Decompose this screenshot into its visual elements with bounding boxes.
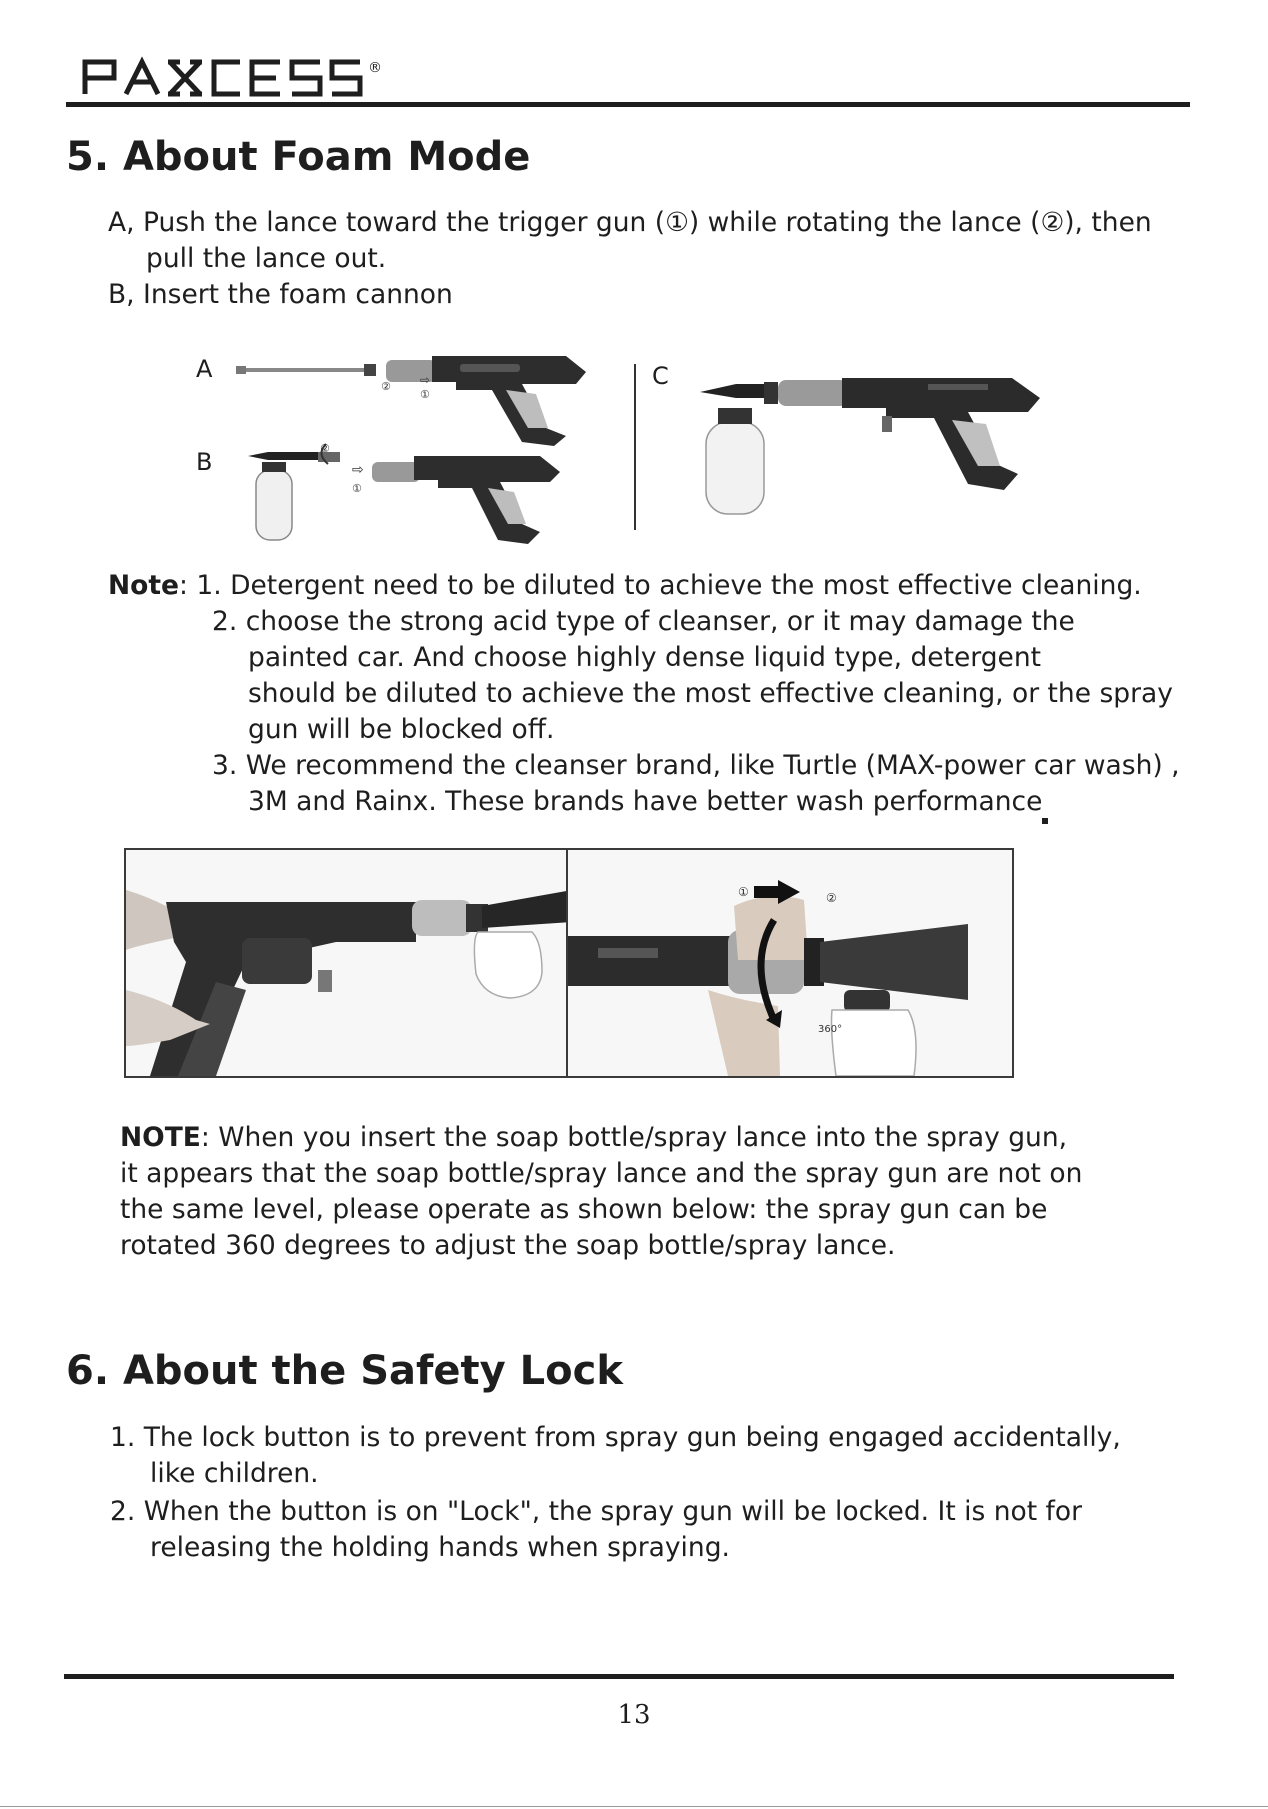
figure-b-foam-cannon-insert [248, 442, 560, 544]
note-line-6: 3. We recommend the cleanser brand, like Turtle (MAX-power car wash) , [212, 750, 1180, 781]
note-label: Note [108, 570, 180, 601]
marker-arrow: ⇨ [420, 373, 431, 387]
marker-two: ② [320, 442, 330, 455]
rotation-label: 360° [818, 1024, 843, 1035]
header-rule [66, 102, 1190, 107]
page-edge-line [0, 1806, 1268, 1807]
period-mark [1042, 818, 1048, 824]
figure-c-assembled-foam-gun [696, 374, 1066, 516]
note-line-3: painted car. And choose highly dense liquid type, detergent [248, 642, 1042, 673]
photo-marker-one: ① [738, 885, 749, 899]
figure-divider [634, 364, 636, 530]
section6-line-4: releasing the holding hands when spraying. [150, 1532, 730, 1563]
figure-label-a: A [196, 355, 213, 383]
footer-rule [64, 1674, 1174, 1679]
step-a-line2: pull the lance out. [146, 243, 387, 274]
step-a-line1: A, Push the lance toward the trigger gun (①) while rotating the lance (②), then [108, 207, 1152, 238]
note2-line-1-text: : When you insert the soap bottle/spray lance into the spray gun, [200, 1122, 1068, 1153]
note-line-4: should be diluted to achieve the most effective cleaning, or the spray [248, 678, 1173, 709]
paxcess-logo [80, 52, 410, 100]
section6-title: 6. About the Safety Lock [66, 1348, 623, 1394]
note2-label: NOTE [120, 1122, 201, 1153]
marker-one: ① [420, 388, 430, 401]
section6-line-3: 2. When the button is on "Lock", the spray gun will be locked. It is not for [110, 1496, 1082, 1527]
figure-a-lance-removal [236, 346, 596, 446]
photo-gun-with-foam-bottle [124, 848, 572, 1078]
page-number: 13 [617, 1700, 651, 1730]
note-line-1 [108, 568, 1142, 604]
section6-line-1: 1. The lock button is to prevent from spray gun being engaged accidentally, [110, 1422, 1121, 1453]
note2-line-3: the same level, please operate as shown below: the spray gun can be [120, 1194, 1048, 1225]
registered-mark: ® [368, 60, 382, 76]
section6-line-2: like children. [150, 1458, 319, 1489]
figure-label-b: B [196, 448, 213, 476]
note-line-7: 3M and Rainx. These brands have better wash performance [248, 786, 1043, 817]
note2-line-2: it appears that the soap bottle/spray lance and the spray gun are not on [120, 1158, 1083, 1189]
note-line-5: gun will be blocked off. [248, 714, 555, 745]
figure-label-c: C [652, 362, 669, 390]
note2-line-4: rotated 360 degrees to adjust the soap bottle/spray lance. [120, 1230, 896, 1261]
note-line-1-text: : 1. Detergent need to be diluted to achieve the most effective cleaning. [179, 570, 1142, 601]
section5-title: 5. About Foam Mode [66, 134, 531, 180]
step-b: B, Insert the foam cannon [108, 279, 453, 310]
note-line-2: 2. choose the strong acid type of cleanser, or it may damage the [212, 606, 1075, 637]
marker-arrow: ⇨ [352, 462, 364, 478]
note2-line-1 [120, 1120, 1067, 1156]
marker-one: ① [352, 482, 362, 495]
photo-rotate-lance-360 [566, 848, 1014, 1078]
marker-two: ② [381, 380, 391, 393]
photo-marker-two: ② [826, 891, 837, 905]
brand-name: PAXCESS [80, 99, 85, 100]
